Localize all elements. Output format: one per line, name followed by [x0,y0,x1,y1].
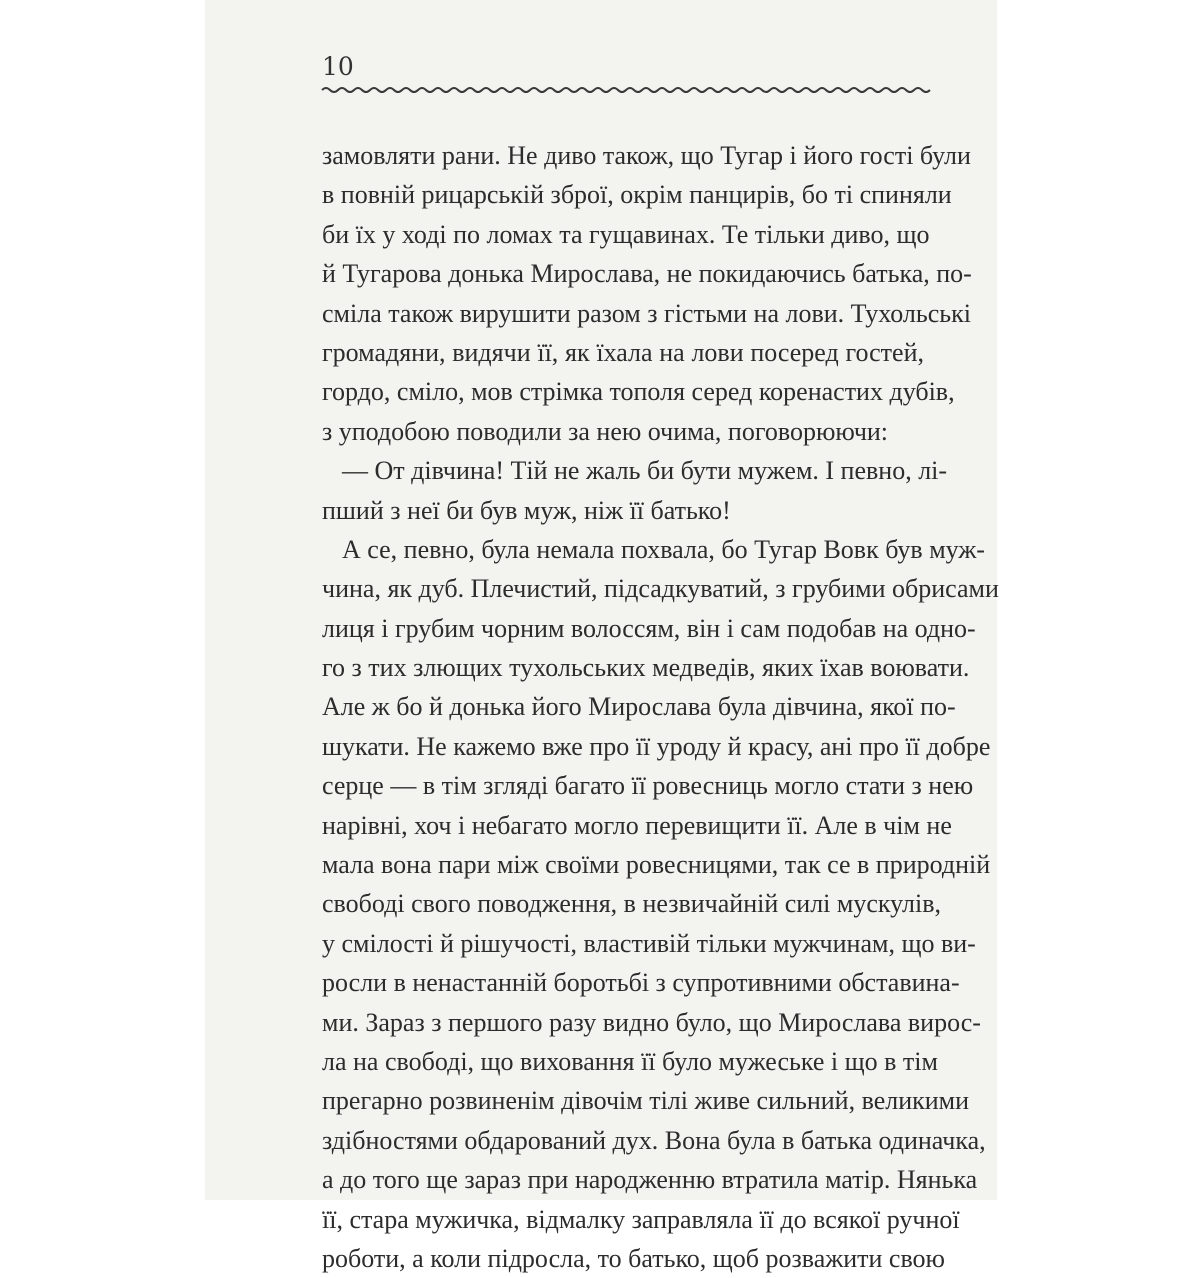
text-line: й Тугарова донька Мирослава, не покидаючись батька, по- [322,259,972,289]
book-page [205,0,999,1273]
text-line: здібностями обдарований дух. Вона була в батька одиначка, [322,1125,986,1155]
text-line: її, стара мужичка, відмалку заправляла її до всякої ручної [322,1204,960,1234]
wavy-divider [322,80,924,100]
text-line: з уподобою поводили за нею очима, поговорюючи: [322,416,889,446]
text-line: роботи, а коли підросла, то батько, щоб розважити свою [322,1243,945,1273]
text-line: сміла також вирушити разом з гістьми на лови. Тухольські [322,298,971,328]
text-line: го з тих злющих тухольських медведів, яких їхав воювати. [322,653,970,683]
text-line: мала вона пари між своїми ровесницями, так се в природній [322,850,991,880]
text-line: нарівні, хоч і небагато могло перевищити її. Але в чім не [322,810,952,840]
text-line: серце — в тім зглядi багато її ровесниць могло стати з нею [322,771,974,801]
text-line: гордо, сміло, мов стрімка тополя серед коренастих дубів, [322,377,955,407]
text-line: громадяни, видячи її, як їхала на лови посеред гостей, [322,337,924,367]
text-line: ла на свободі, що виховання її було мужеське і що в тім [322,1046,938,1076]
text-line: прегарно розвиненім дівочім тілі живе сильний, великими [322,1086,970,1116]
text-line: пший з неї би був муж, ніж її батько! [322,495,731,525]
text-line: шукати. Не кажемо вже про її уроду й красу, ані про її добре [322,731,991,761]
dialogue-line: — От дівчина! Тій не жаль би бути мужем. І певно, лі- [342,456,948,486]
page-number: 10 [322,52,354,81]
text-line: ми. Зараз з першого разу видно було, що Мирослава вирос- [322,1007,981,1037]
text-line: Але ж бо й донька його Мирослава була дівчина, якої по- [322,692,956,722]
text-line: в повній рицарській зброї, окрім панцирів, бо ті спиняли [322,180,952,210]
text-line: чина, як дуб. Плечистий, підсадкуватий, з грубими обрисами [322,574,999,604]
text-line: а до того ще зараз при народженню втратила матір. Нянька [322,1165,978,1195]
body-text [322,136,999,1278]
text-line: замовляти рани. Не диво також, що Тугар і його гості були [322,141,971,170]
text-line: росли в ненастанній боротьбі з супротивними обставина- [322,968,960,998]
text-line: у смілості й рішучості, властивій тільки мужчинам, що ви- [322,928,976,958]
text-line: лиця і грубим чорним волоссям, він і сам подобав на одно- [322,613,976,643]
text-line: би їх у ході по ломах та гущавинах. Те тільки диво, що [322,219,930,249]
paragraph-start-line: А се, певно, була немала похвала, бо Тугар Вовк був муж- [342,534,985,564]
text-line: свободі свого поводження, в незвичайній силі мускулів, [322,889,941,919]
